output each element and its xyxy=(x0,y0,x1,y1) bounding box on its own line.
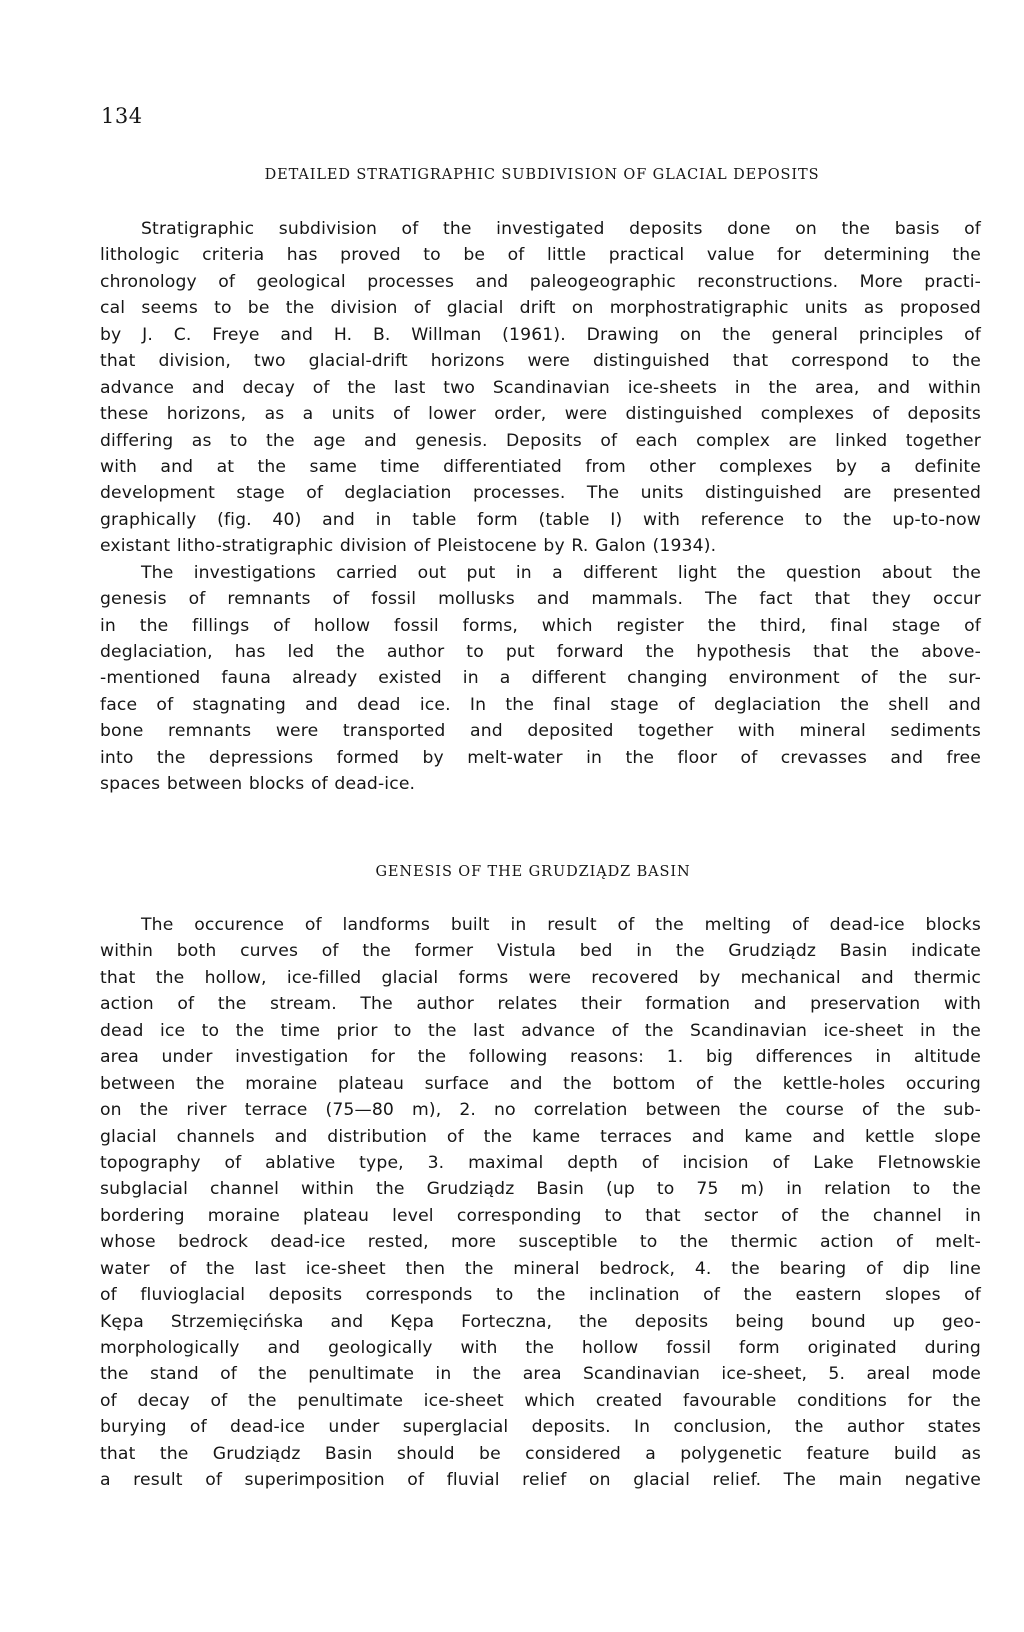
paragraph-line: into the depressions formed by melt-water in the floor of crevasses and free xyxy=(100,747,981,768)
paragraph-line: within both curves of the former Vistula bed in the Grudziądz Basin indicate xyxy=(100,941,981,962)
paragraph-line: graphically (fig. 40) and in table form (table I) with reference to the up-to-now xyxy=(100,509,981,530)
paragraph-line: development stage of deglaciation processes. The units distinguished are presented xyxy=(100,483,981,504)
paragraph-line: whose bedrock dead-ice rested, more susceptible to the thermic action of melt- xyxy=(100,1232,981,1253)
paragraph-line: The occurence of landforms built in result of the melting of dead-ice blocks xyxy=(141,915,981,935)
paragraph-line: subglacial channel within the Grudziądz Basin (up to 75 m) in relation to the xyxy=(100,1179,981,1200)
paragraph-line: of fluvioglacial deposits corresponds to the inclination of the eastern slopes of xyxy=(100,1285,981,1306)
paragraph-line: advance and decay of the last two Scandinavian ice-sheets in the area, and within xyxy=(100,377,981,398)
paragraph-line: cal seems to be the division of glacial drift on morphostratigraphic units as proposed xyxy=(100,298,981,319)
paragraph-line: -mentioned fauna already existed in a different changing environment of the sur- xyxy=(100,668,981,689)
paragraph-line: burying of dead-ice under superglacial deposits. In conclusion, the author states xyxy=(100,1417,981,1438)
paragraph-line: that division, two glacial-drift horizons were distinguished that correspond to the xyxy=(100,351,981,372)
paragraph-line: that the hollow, ice-filled glacial forms were recovered by mechanical and thermic xyxy=(100,967,981,988)
paragraph-line: by J. C. Freye and H. B. Willman (1961). Drawing on the general principles of xyxy=(100,324,981,345)
paragraph-line: area under investigation for the following reasons: 1. big differences in altitude xyxy=(100,1047,981,1068)
paragraph-line: bordering moraine plateau level corresponding to that sector of the channel in xyxy=(100,1205,981,1226)
paragraph-line: bone remnants were transported and deposited together with mineral sediments xyxy=(100,721,981,742)
paragraph-line: a result of superimposition of fluvial relief on glacial relief. The main negative xyxy=(100,1470,981,1491)
paragraph-line: that the Grudziądz Basin should be considered a polygenetic feature build as xyxy=(100,1443,981,1464)
paragraph-line: morphologically and geologically with the hollow fossil form originated during xyxy=(100,1338,981,1358)
paragraph-line: action of the stream. The author relates their formation and preservation with xyxy=(100,994,981,1015)
paragraph-line: Kępa Strzemięcińska and Kępa Forteczna, the deposits being bound up geo- xyxy=(100,1311,981,1332)
page-number: 134 xyxy=(101,104,143,128)
paragraph-line: chronology of geological processes and paleogeographic reconstructions. More practi- xyxy=(100,271,981,292)
paragraph-line: differing as to the age and genesis. Deposits of each complex are linked together xyxy=(100,430,981,451)
section-body-stratigraphic-subdivision xyxy=(100,216,981,798)
section-body-grudziadz-basin xyxy=(100,912,981,1494)
paragraph-line: topography of ablative type, 3. maximal depth of incision of Lake Fletnowskie xyxy=(100,1152,981,1173)
paragraph-line: The investigations carried out put in a different light the question about the xyxy=(141,562,981,583)
paragraph-line: face of stagnating and dead ice. In the final stage of deglaciation the shell and xyxy=(100,694,981,715)
paragraph-line: glacial channels and distribution of the kame terraces and kame and kettle slope xyxy=(100,1126,981,1147)
paragraph-line: of decay of the penultimate ice-sheet which created favourable conditions for the xyxy=(100,1390,981,1411)
paragraph-line: deglaciation, has led the author to put forward the hypothesis that the above- xyxy=(100,642,981,662)
paragraph-line: in the fillings of hollow fossil forms, which register the third, final stage of xyxy=(100,615,981,636)
paragraph-line: water of the last ice-sheet then the mineral bedrock, 4. the bearing of dip line xyxy=(100,1258,981,1279)
paragraph-line: between the moraine plateau surface and the bottom of the kettle-holes occuring xyxy=(100,1073,981,1094)
section-heading-stratigraphic-subdivision: DETAILED STRATIGRAPHIC SUBDIVISION OF GLACIAL DEPOSITS xyxy=(264,167,820,183)
paragraph-line: these horizons, as a units of lower order, were distinguished complexes of deposits xyxy=(100,404,981,425)
paragraph-line: dead ice to the time prior to the last advance of the Scandinavian ice-sheet in the xyxy=(100,1020,981,1041)
paragraph-line: lithologic criteria has proved to be of little practical value for determining the xyxy=(100,245,981,266)
paragraph-line: Stratigraphic subdivision of the investigated deposits done on the basis of xyxy=(141,219,981,239)
paragraph-line: existant litho-stratigraphic division of Pleistocene by R. Galon (1934). xyxy=(100,536,717,557)
paragraph-line: genesis of remnants of fossil mollusks and mammals. The fact that they occur xyxy=(100,589,981,610)
paragraph-line: spaces between blocks of dead-ice. xyxy=(100,774,416,795)
paragraph-line: on the river terrace (75—80 m), 2. no correlation between the course of the sub- xyxy=(100,1100,981,1121)
paragraph-line: with and at the same time differentiated from other complexes by a definite xyxy=(100,456,981,477)
section-heading-grudziadz-basin: GENESIS OF THE GRUDZIĄDZ BASIN xyxy=(375,864,691,880)
paragraph-line: the stand of the penultimate in the area Scandinavian ice-sheet, 5. areal mode xyxy=(100,1364,981,1385)
